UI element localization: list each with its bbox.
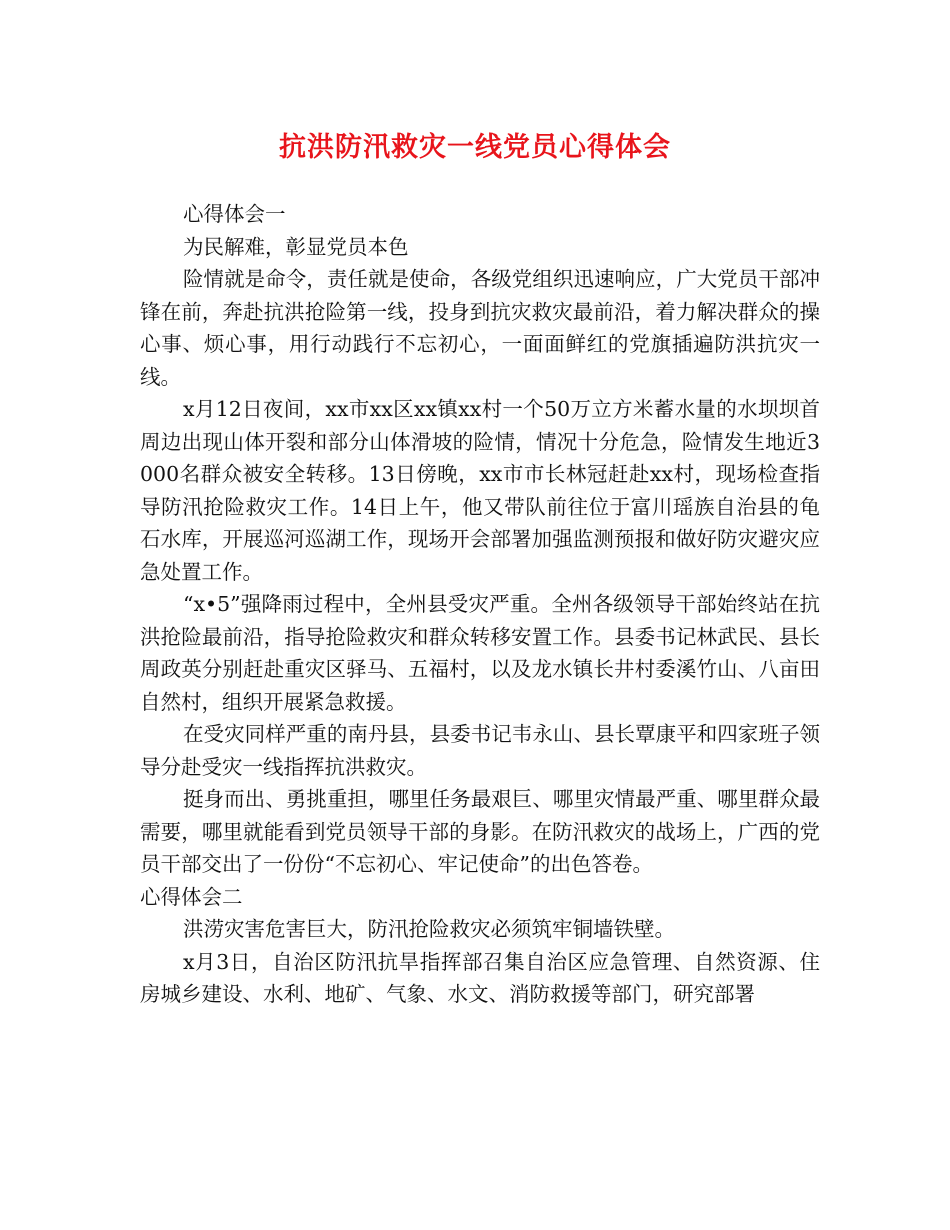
paragraph: 洪涝灾害危害巨大，防汛抢险救灾必须筑牢铜墙铁壁。 (183, 917, 675, 941)
paragraph: 险情就是命令，责任就是使命，各级党组织迅速响应，广大党员干部冲锋在前，奔赴抗洪抢险第一线，投身到抗灾救灾最前沿，着力解决群众的操心事、烦心事，用行动践行不忘初心，一面面鲜红的党旗插遍防洪抗灾一线。 (140, 267, 820, 389)
paragraph: 在受灾同样严重的南丹县，县委书记韦永山、县长覃康平和四家班子领导分赴受灾一线指挥抗洪救灾。 (140, 722, 820, 779)
document-body (140, 198, 820, 1011)
section-heading: 心得体会二 (140, 884, 243, 909)
document-title: 抗洪防汛救灾一线党员心得体会 (279, 132, 671, 163)
paragraph: “x•5”强降雨过程中，全州县受灾严重。全州各级领导干部始终站在抗洪抢险最前沿，指导抢险救灾和群众转移安置工作。县委书记林武民、县长周政英分别赶赴重灾区驿马、五福村，以及龙水镇长井村委溪竹山、八亩田自然村，组织开展紧急救援。 (140, 592, 820, 714)
paragraph: 为民解难，彰显党员本色 (183, 234, 409, 259)
paragraph: 挺身而出、勇挑重担，哪里任务最艰巨、哪里灾情最严重、哪里群众最需要，哪里就能看到党员领导干部的身影。在防汛救灾的战场上，广西的党员干部交出了一份份“不忘初心、牢记使命”的出色答卷。 (140, 787, 820, 876)
paragraph: x月3日，自治区防汛抗旱指挥部召集自治区应急管理、自然资源、住房城乡建设、水利、地矿、气象、水文、消防救援等部门，研究部署 (140, 949, 820, 1006)
paragraph: x月12日夜间，xx市xx区xx镇xx村一个50万立方米蓄水量的水坝坝首周边出现山体开裂和部分山体滑坡的险情，情况十分危急，险情发生地近3000名群众被安全转移。13日傍晚，xx市市长林冠赶赴xx村，现场检查指导防汛抢险救灾工作。14日上午，他又带队前往位于富川瑶族自治县的龟石水库，开展巡河巡湖工作，现场开会部署加强监测预报和做好防灾避灾应急处置工作。 (140, 397, 820, 584)
paragraph: 心得体会一 (183, 202, 286, 226)
